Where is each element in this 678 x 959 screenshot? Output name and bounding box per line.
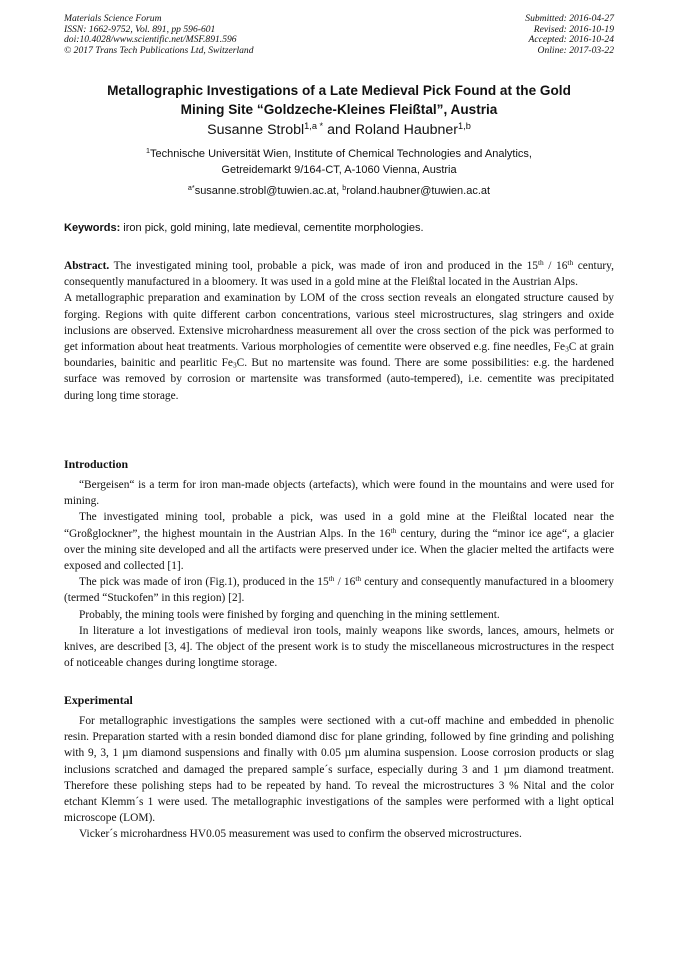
intro-text: The investigated mining tool, probable a pick, was used in a gold mine at the Fleißtal located near the “Großglockner”, the highest mountain in the Austrian Alps. In the 16 bbox=[64, 511, 614, 540]
affiliation-marker: 1 bbox=[146, 147, 151, 156]
experimental-paragraph-2: Vicker´s microhardness HV0.05 measurement was used to confirm the observed microstructures. bbox=[79, 828, 522, 841]
date-accepted: Accepted: 2016-10-24 bbox=[528, 34, 614, 46]
superscript: th bbox=[355, 574, 362, 584]
experimental-body bbox=[64, 713, 614, 843]
abstract-text: C at grain boundaries, bainitic and pearlitic Fe bbox=[64, 341, 614, 370]
superscript: th bbox=[328, 574, 335, 584]
author-2-affil: 1,b bbox=[458, 120, 471, 131]
intro-paragraph-1: “Bergeisen“ is a term for iron man-made objects (artefacts), which were found in the mountains and were used for mining. bbox=[64, 479, 614, 508]
journal-doi: doi:10.4028/www.scientific.net/MSF.891.596 bbox=[64, 34, 237, 46]
dates-info bbox=[525, 14, 614, 56]
date-online: Online: 2017-03-22 bbox=[537, 44, 614, 56]
author-list bbox=[40, 121, 638, 139]
journal-info bbox=[64, 14, 254, 56]
author-1: Susanne Strobl bbox=[207, 122, 305, 138]
abstract-text: C. But no martensite was found. There are some possibilities: e.g. the hardened surface was removed by corrosion or martensite was transformed (auto-tempered), i.e. cementite was precipitated during long time storage. bbox=[64, 357, 615, 402]
experimental-heading: Experimental bbox=[64, 693, 133, 707]
abstract bbox=[64, 258, 614, 404]
intro-text: century and consequently manufactured in a bloomery (termed “Stuckofen” in this region) [2]. bbox=[64, 576, 614, 605]
subscript: 3 bbox=[232, 360, 237, 370]
keywords-text: iron pick, gold mining, late medieval, cementite morphologies. bbox=[120, 222, 424, 234]
introduction-body bbox=[64, 477, 614, 671]
affiliation-line-2: Getreidemarkt 9/164-CT, A-1060 Vienna, Austria bbox=[221, 164, 457, 176]
email-b-marker: b bbox=[342, 184, 347, 193]
intro-paragraph-5: In literature a lot investigations of medieval iron tools, mainly weapons like swords, lances, amours, helmets or knives, are described [3, 4]. The object of the present work is to study the miscellaneous microstructures in the respect of noticeable changes during longtime storage. bbox=[64, 624, 614, 670]
abstract-paragraph-1 bbox=[64, 258, 614, 290]
introduction-heading: Introduction bbox=[64, 457, 129, 471]
intro-paragraph-4: Probably, the mining tools were finished by forging and quenching in the mining settlement. bbox=[79, 608, 500, 621]
email-a: susanne.strobl@tuwien.ac.at, bbox=[194, 185, 340, 197]
intro-text: The pick was made of iron (Fig.1), produced in the 15 bbox=[79, 576, 329, 589]
title-line-1: Metallographic Investigations of a Late Medieval Pick Found at the Gold bbox=[107, 83, 571, 98]
keywords bbox=[64, 221, 624, 235]
abstract-text: The investigated mining tool, probable a pick, was made of iron and produced in the 15 bbox=[109, 260, 538, 272]
author-1-affil: 1,a * bbox=[304, 120, 324, 131]
date-submitted: Submitted: 2016-04-27 bbox=[525, 13, 614, 24]
abstract-paragraph-2 bbox=[64, 290, 614, 403]
date-revised: Revised: 2016-10-19 bbox=[533, 23, 614, 35]
superscript: th bbox=[537, 257, 544, 267]
email-a-marker: a* bbox=[187, 184, 195, 193]
keywords-label: Keywords: bbox=[64, 222, 121, 234]
intro-paragraph-3 bbox=[64, 574, 614, 606]
intro-text: / 16 bbox=[334, 576, 356, 589]
paper-title bbox=[40, 81, 638, 119]
experimental-paragraph-1: For metallographic investigations the samples were sectioned with a cut-off machine and embedded in phenolic resin. Preparation started with a resin bonded diamond disc for plane grinding, followed by fine grinding and polishing with 9, 3, 1 µm diamond suspensions and finally with 0.05 µm alumina suspension. Loose corrosion products or slag inclusions scratched and damaged the prepared sample´s surface, especially during 3 and 1 µm diamond treatment. Therefore these polishing steps had to be repeated by hand. To reveal the microstructures 3 % Nital and the color etchant Klemm´s 1 were used. The metallographic investigations of the samples were performed with a light optical microscope (LOM). bbox=[64, 715, 614, 825]
intro-paragraph-2 bbox=[64, 509, 614, 574]
author-2: Roland Haubner bbox=[354, 122, 459, 138]
journal-issn: ISSN: 1662-9752, Vol. 891, pp 596-601 bbox=[64, 23, 216, 35]
affiliation-line-1: Technische Universität Wien, Institute of Chemical Technologies and Analytics, bbox=[150, 148, 532, 160]
affiliation bbox=[40, 146, 638, 178]
abstract-text: A metallographic preparation and examination by LOM of the cross section reveals an elongated structure caused by forging. Regions with quite different carbon concentrations, various steel microstructures, slag stringers and oxide inclusions are observed. Extensive microhardness measurement all over the cross section of the pick was performed to get information about heat treatments. Various morphologies of cementite were observed e.g. fine needles, Fe bbox=[64, 292, 614, 354]
abstract-text: / 16 bbox=[543, 260, 568, 272]
author-connector: and bbox=[323, 122, 355, 138]
subscript: 3 bbox=[565, 344, 569, 354]
abstract-text: century, consequently manufactured in a bloomery. It was used in a gold mine at the Fleißtal located in the Austrian Alps. bbox=[64, 260, 614, 289]
superscript: th bbox=[567, 257, 574, 267]
journal-name: Materials Science Forum bbox=[64, 13, 162, 24]
journal-copyright: © 2017 Trans Tech Publications Ltd, Switzerland bbox=[64, 44, 254, 56]
title-line-2: Mining Site “Goldzeche-Kleines Fleißtal”, Austria bbox=[180, 102, 498, 117]
abstract-label: Abstract. bbox=[64, 260, 110, 272]
superscript: th bbox=[390, 525, 397, 535]
email-b: roland.haubner@tuwien.ac.at bbox=[346, 185, 491, 197]
email-list bbox=[40, 184, 638, 198]
intro-text: century, during the “minor ice age“, a glacier over the mining site developed and all the artifacts were preserved under ice. When the glacier melted the artifacts were exposed and collected [1]. bbox=[64, 527, 614, 573]
